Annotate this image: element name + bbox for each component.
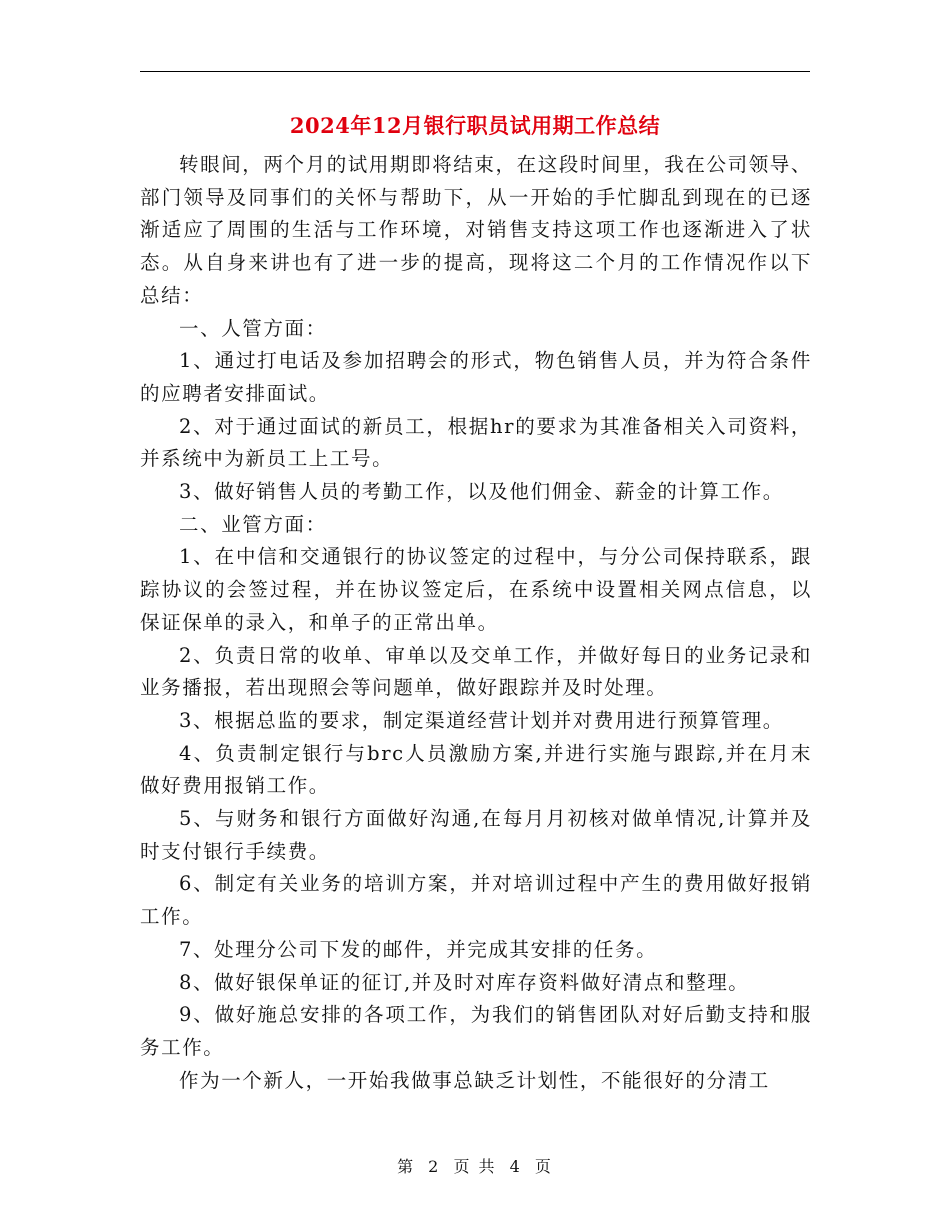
- list-item: 7、处理分公司下发的邮件，并完成其安排的任务。: [179, 937, 658, 961]
- list-item: 3、根据总监的要求，制定渠道经营计划并对费用进行预算管理。: [179, 708, 784, 732]
- paragraph: 作为一个新人，一开始我做事总缺乏计划性，不能很好的分清工: [179, 1068, 770, 1092]
- section-heading: 一、人管方面：: [179, 316, 327, 340]
- paragraph: 转眼间，两个月的试用期即将结束，在这段时间里，我在公司领导、部门领导及同事们的关怀与帮助下，从一开始的手忙脚乱到现在的已逐渐适应了周围的生活与工作环境，对销售支持这项工作也逐渐进入了状态。从自身来讲也有了进一步的提高，现将这二个月的工作情况作以下总结：: [140, 153, 813, 307]
- footer-prefix: 第: [397, 1157, 416, 1176]
- footer-page-number: 2: [428, 1157, 441, 1176]
- document-body: [140, 149, 812, 1097]
- footer-total-pages: 4: [509, 1157, 522, 1176]
- header-rule: [140, 71, 810, 72]
- list-item: 2、对于通过面试的新员工，根据hr的要求为其准备相关入司资料，并系统中为新员工上工号。: [140, 414, 812, 471]
- page-footer: [0, 1154, 950, 1177]
- list-item: 2、负责日常的收单、审单以及交单工作，并做好每日的业务记录和业务播报，若出现照会等问题单，做好跟踪并及时处理。: [140, 643, 812, 700]
- list-item: 4、负责制定银行与brc人员激励方案,并进行实施与跟踪,并在月末做好费用报销工作。: [140, 741, 812, 798]
- document-title: 2024年12月银行职员试用期工作总结: [289, 113, 661, 138]
- list-item: 1、在中信和交通银行的协议签定的过程中，与分公司保持联系，跟踪协议的会签过程，并在协议签定后，在系统中设置相关网点信息，以保证保单的录入，和单子的正常出单。: [140, 545, 812, 634]
- footer-middle: 页 共: [453, 1157, 497, 1176]
- list-item: 6、制定有关业务的培训方案，并对培训过程中产生的费用做好报销工作。: [140, 872, 812, 929]
- list-item: 9、做好施总安排的各项工作，为我们的销售团队对好后勤支持和服务工作。: [140, 1003, 812, 1059]
- list-item: 8、做好银保单证的征订,并及时对库存资料做好清点和整理。: [179, 970, 750, 994]
- list-item: 3、做好销售人员的考勤工作，以及他们佣金、薪金的计算工作。: [179, 480, 784, 504]
- footer-suffix: 页: [534, 1157, 553, 1176]
- list-item: 1、通过打电话及参加招聘会的形式，物色销售人员，并为符合条件的应聘者安排面试。: [140, 349, 812, 405]
- section-heading: 二、业管方面：: [179, 512, 327, 536]
- list-item: 5、与财务和银行方面做好沟通,在每月月初核对做单情况,计算并及时支付银行手续费。: [140, 807, 812, 863]
